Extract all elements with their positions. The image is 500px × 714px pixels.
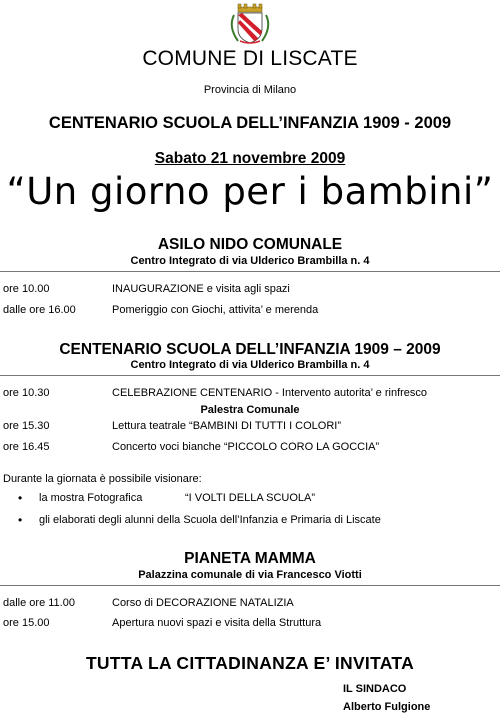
bullet-icon: • (18, 491, 23, 505)
schedule-time: ore 15.00 (3, 617, 50, 629)
schedule-desc: Concerto voci bianche “PICCOLO CORO LA GOCCIA” (112, 441, 380, 453)
section2-subtitle: Centro Integrato di via Ulderico Brambilla n. 4 (130, 359, 370, 371)
schedule-row (0, 283, 500, 297)
schedule-time: dalle ore 16.00 (3, 304, 76, 316)
centenario-heading: CENTENARIO SCUOLA DELL’INFANZIA 1909 - 2009 (48, 114, 452, 132)
schedule-time: ore 16.45 (3, 441, 50, 453)
section3-subtitle: Palazzina comunale di via Francesco Viotti (138, 569, 362, 581)
schedule-row (0, 441, 500, 455)
invitation-heading: TUTTA LA CITTADINANZA E’ INVITATA (85, 653, 415, 673)
bullet-icon: • (18, 513, 23, 527)
schedule-desc: Corso di DECORAZIONE NATALIZIA (112, 597, 294, 609)
list-item-text: la mostra Fotografica (39, 492, 143, 504)
sindaco-label: IL SINDACO (343, 683, 407, 695)
section1-title: ASILO NIDO COMUNALE (157, 236, 343, 253)
schedule-row (0, 617, 500, 631)
schedule-row (0, 304, 500, 318)
schedule-desc: INAUGURAZIONE e visita agli spazi (112, 283, 290, 295)
location-note: Palestra Comunale (200, 404, 300, 416)
schedule-desc: CELEBRAZIONE CENTENARIO - Intervento autorita’ e rinfresco (112, 387, 428, 399)
list-item (0, 492, 500, 506)
coat-of-arms-icon (224, 3, 276, 45)
section2-title: CENTENARIO SCUOLA DELL’INFANZIA 1909 – 2009 (59, 341, 441, 358)
section3-title: PIANETA MAMMA (184, 550, 316, 567)
schedule-desc: Pomeriggio con Giochi, attivita’ e merenda (112, 304, 319, 316)
schedule-time: ore 15.30 (3, 420, 50, 432)
schedule-time: ore 10.30 (3, 387, 50, 399)
schedule-desc: Apertura nuovi spazi e visita della Struttura (112, 617, 322, 629)
list-item-text: gli elaborati degli alunni della Scuola dell’Infanzia e Primaria di Liscate (39, 514, 381, 526)
section1-subtitle: Centro Integrato di via Ulderico Brambilla n. 4 (130, 255, 370, 267)
schedule-row (0, 597, 500, 611)
divider (0, 271, 500, 272)
event-date: Sabato 21 novembre 2009 (154, 150, 346, 167)
schedule-desc: Lettura teatrale “BAMBINI DI TUTTI I COLORI” (112, 420, 342, 432)
schedule-time: dalle ore 11.00 (3, 597, 75, 609)
sindaco-name: Alberto Fulgione (343, 701, 431, 713)
schedule-time: ore 10.00 (3, 283, 50, 295)
schedule-row (0, 420, 500, 434)
schedule-row (0, 387, 500, 401)
divider (0, 375, 500, 376)
list-item-extra: “I VOLTI DELLA SCUOLA” (185, 492, 316, 504)
comune-title: COMUNE DI LISCATE (142, 47, 358, 70)
list-item (0, 514, 500, 528)
divider (0, 585, 500, 586)
event-slogan: “Un giorno per i bambini” (6, 170, 494, 213)
provincia-label: Provincia di Milano (203, 84, 297, 96)
exhibition-intro: Durante la giornata è possibile visionare: (3, 473, 202, 485)
